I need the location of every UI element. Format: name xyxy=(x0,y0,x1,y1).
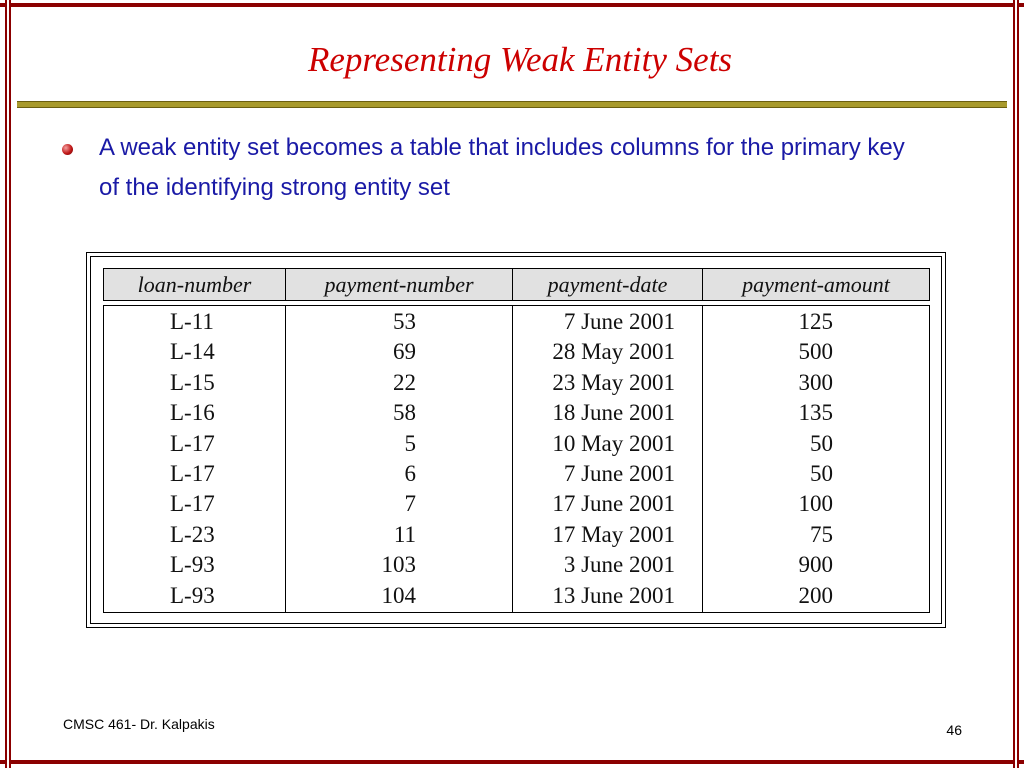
table-cell: 13 June 2001 xyxy=(552,582,675,608)
table-cell: 18 June 2001 xyxy=(552,400,675,426)
title-divider xyxy=(17,101,1007,108)
table-cell: 135 xyxy=(798,400,833,426)
table-cell: 300 xyxy=(798,369,833,395)
table-cell: 100 xyxy=(798,491,833,517)
table-cell: 50 xyxy=(810,460,833,486)
table-cell: L-14 xyxy=(170,339,215,365)
bullet-text: A weak entity set becomes a table that includes columns for the primary key of the identifying strong entity set xyxy=(99,134,905,201)
table-cell: 69 xyxy=(393,339,416,365)
table-header xyxy=(103,268,930,301)
table-cell: 7 June 2001 xyxy=(563,460,675,486)
table-cell: 6 xyxy=(404,460,416,486)
table-cell: 900 xyxy=(798,552,833,578)
table-cell: 58 xyxy=(393,400,416,426)
frame-top-border xyxy=(0,3,1024,7)
table-cell: 7 June 2001 xyxy=(563,309,675,334)
frame-bottom-border xyxy=(0,760,1024,764)
footer-course-label: CMSC 461- Dr. Kalpakis xyxy=(63,716,215,732)
column-payment-date xyxy=(513,306,703,612)
table-cell: 17 May 2001 xyxy=(552,521,675,547)
column-payment-number xyxy=(286,306,513,612)
header-payment-amount: payment-amount xyxy=(742,272,890,297)
table-cell: 103 xyxy=(381,552,416,578)
table-body xyxy=(103,305,930,613)
slide-title: Representing Weak Entity Sets xyxy=(307,40,733,79)
table-cell: 11 xyxy=(393,521,416,547)
table-cell: 28 May 2001 xyxy=(552,339,675,365)
table-cell: 23 May 2001 xyxy=(552,369,675,395)
table-cell: 200 xyxy=(798,582,833,608)
table-cell: 104 xyxy=(381,582,416,608)
table-cell: 125 xyxy=(798,309,833,334)
table-cell: 3 June 2001 xyxy=(563,552,675,578)
table-cell: 5 xyxy=(404,430,416,456)
frame-right-border xyxy=(1013,0,1019,768)
page-number: 46 xyxy=(946,722,962,738)
table-cell: L-15 xyxy=(170,369,215,395)
table-cell: 17 June 2001 xyxy=(552,491,675,517)
column-payment-amount xyxy=(703,306,929,612)
table-cell: 10 May 2001 xyxy=(552,430,675,456)
table-cell: L-93 xyxy=(170,582,215,608)
table-cell: 75 xyxy=(810,521,833,547)
header-payment-date: payment-date xyxy=(513,269,703,300)
header-payment-number: payment-number xyxy=(286,269,513,300)
table-cell: 50 xyxy=(810,430,833,456)
header-loan-number: loan-number xyxy=(104,269,286,300)
table-cell: 53 xyxy=(393,309,416,334)
table-cell: L-11 xyxy=(170,309,214,334)
column-loan-number xyxy=(104,306,286,612)
table-cell: 22 xyxy=(393,369,416,395)
table-cell: 500 xyxy=(798,339,833,365)
table-cell: L-16 xyxy=(170,400,215,426)
table-cell: 7 xyxy=(404,491,416,517)
table-cell: L-23 xyxy=(170,521,215,547)
table-cell: L-17 xyxy=(170,430,215,456)
table-cell: L-93 xyxy=(170,552,215,578)
table-cell: L-17 xyxy=(170,460,215,486)
frame-left-border xyxy=(5,0,11,768)
table-cell: L-17 xyxy=(170,491,215,517)
bullet-dot-icon xyxy=(62,144,73,155)
